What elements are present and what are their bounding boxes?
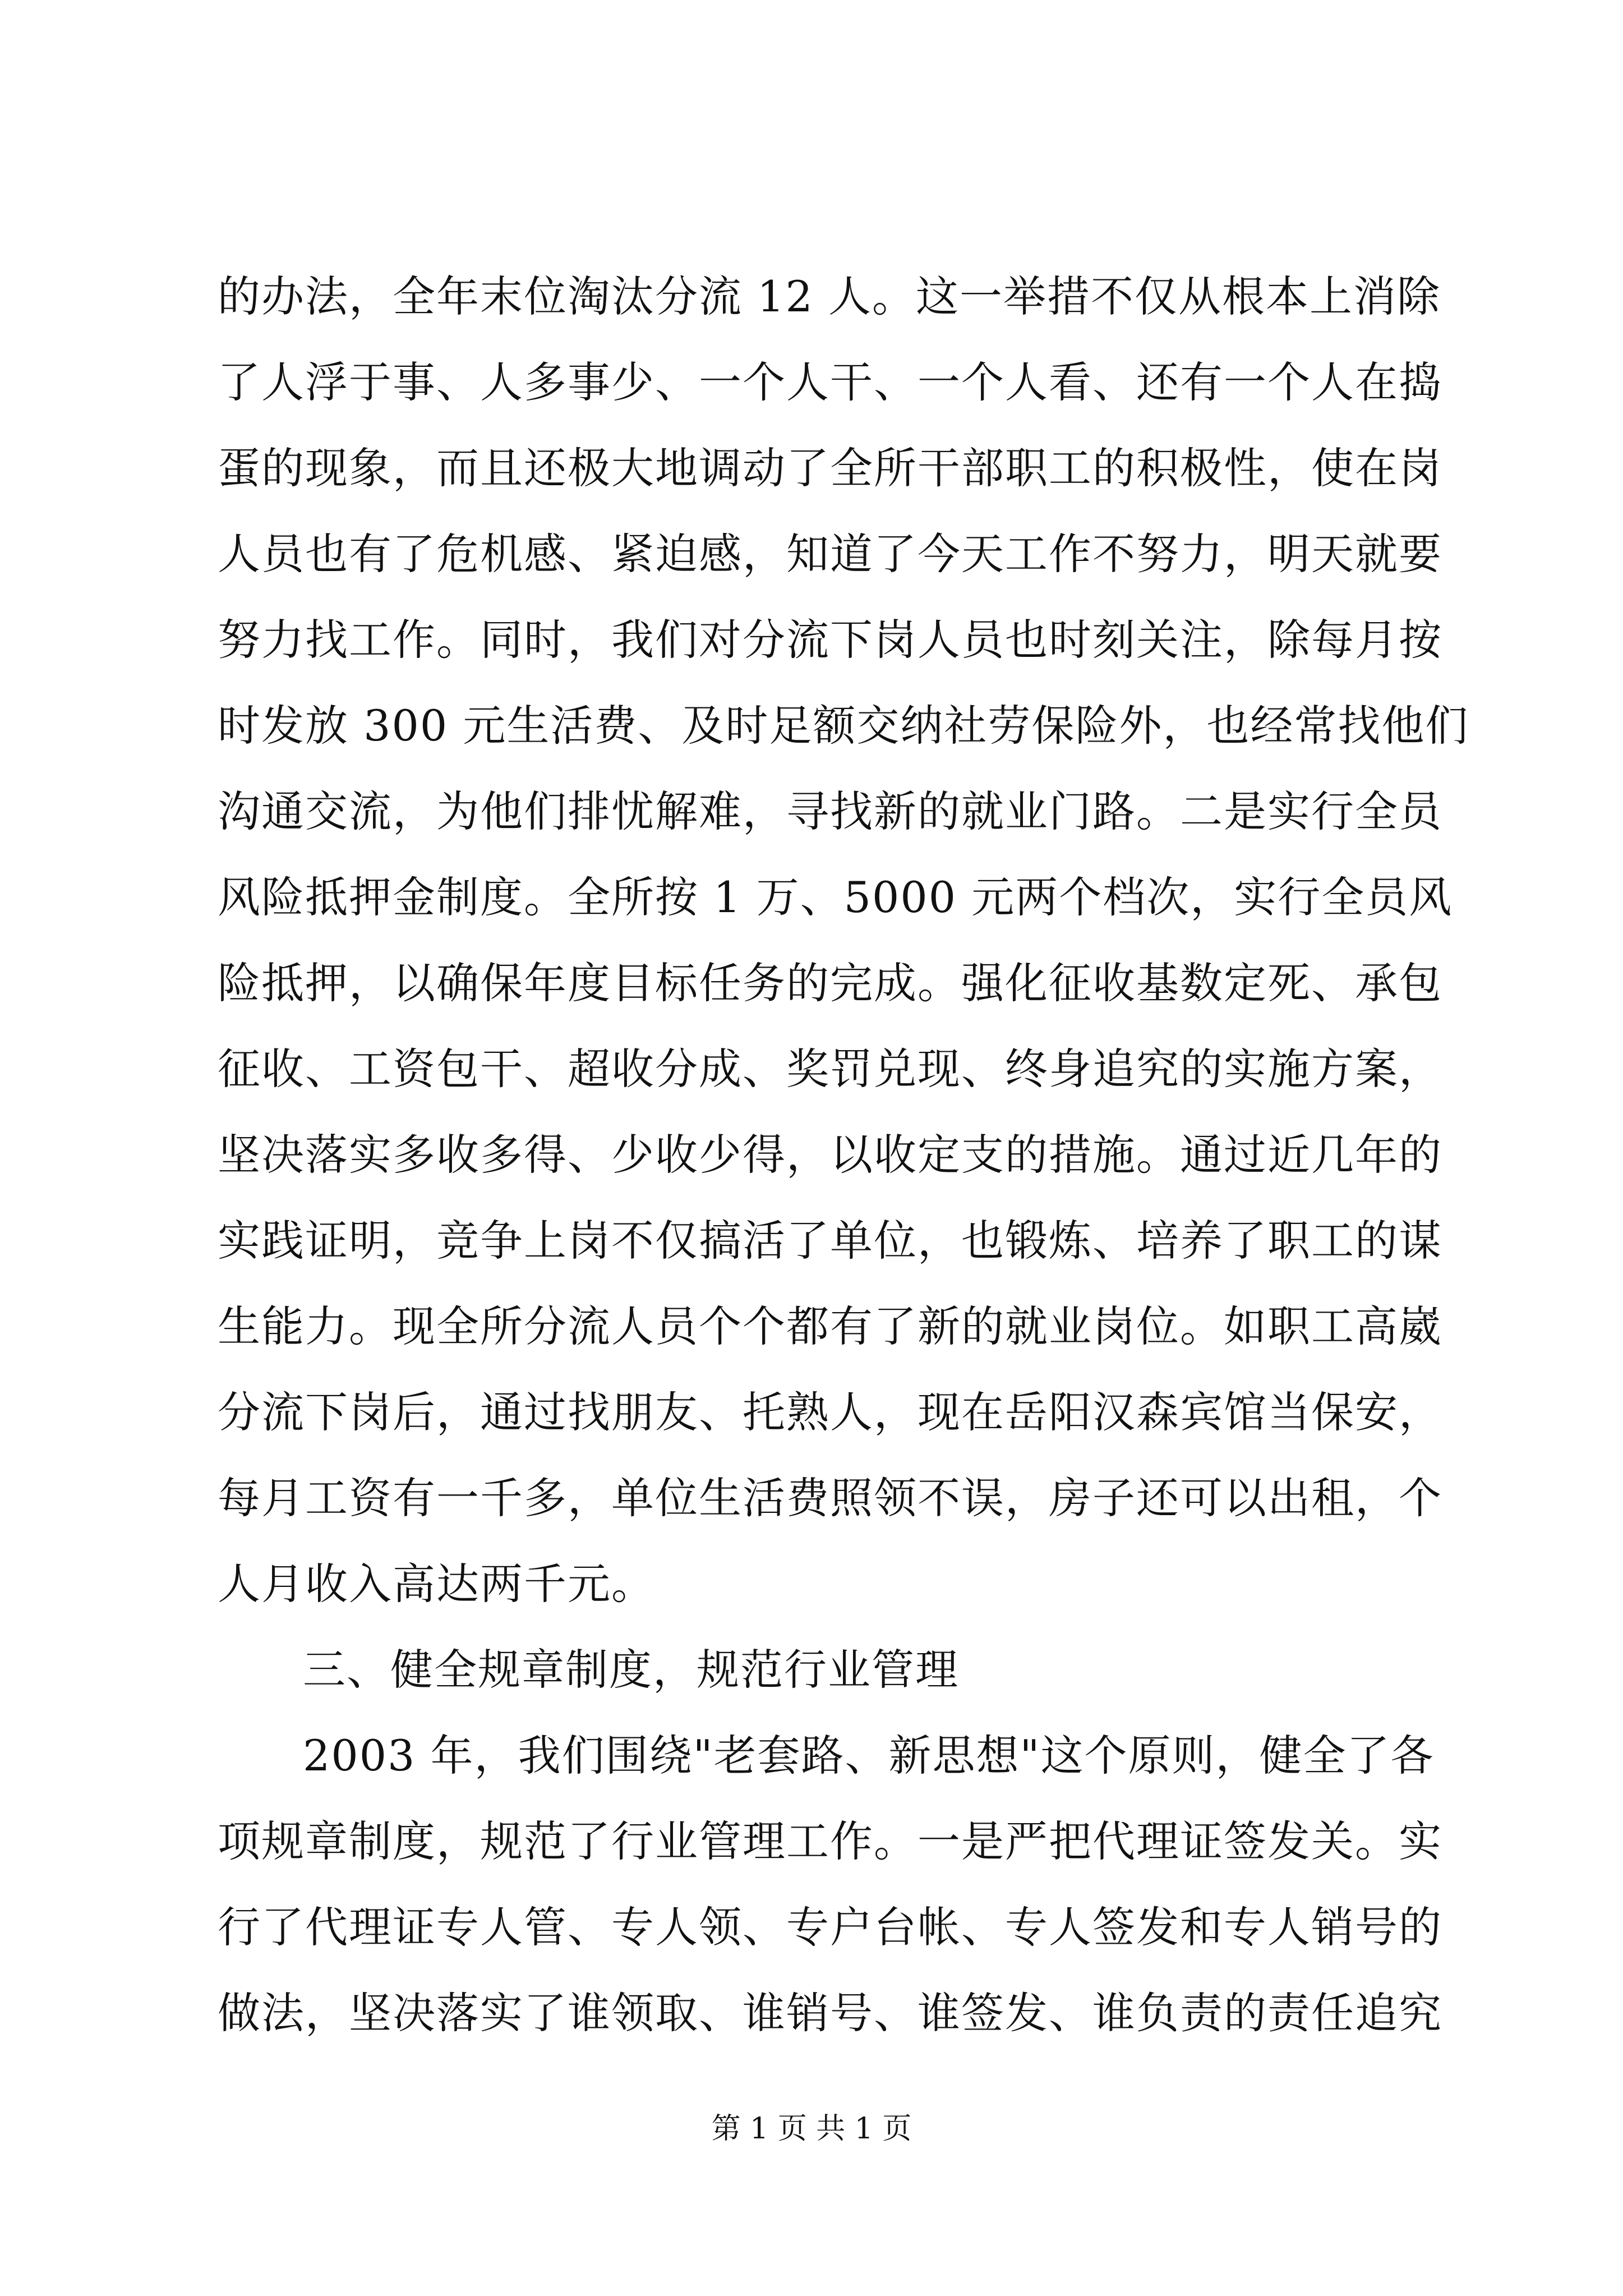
section-heading: 三、健全规章制度，规范行业管理 [303,1645,959,1695]
text-line: 险抵押，以确保年度目标任务的完成。强化征收基数定死、承包 [218,958,1442,1008]
text-line: 了人浮于事、人多事少、一个人干、一个人看、还有一个人在捣 [218,357,1442,407]
text-line: 每月工资有一千多，单位生活费照领不误，房子还可以出租，个 [218,1473,1442,1523]
text-line: 实践证明，竞争上岗不仅搞活了单位，也锻炼、培养了职工的谋 [218,1216,1442,1266]
text-line: 项规章制度，规范了行业管理工作。一是严把代理证签发关。实 [218,1816,1442,1866]
paragraph-end-line: 人月收入高达两千元。 [218,1559,655,1609]
text-line: 蛋的现象，而且还极大地调动了全所干部职工的积极性，使在岗 [218,443,1442,493]
text-line: 做法，坚决落实了谁领取、谁销号、谁签发、谁负责的责任追究 [218,1988,1442,2038]
text-line: 行了代理证专人管、专人领、专户台帐、专人签发和专人销号的 [218,1902,1442,1952]
text-line: 生能力。现全所分流人员个个都有了新的就业岗位。如职工高崴 [218,1301,1442,1351]
paragraph-first-line: 2003 年，我们围绕"老套路、新思想"这个原则，健全了各 [303,1731,1435,1780]
text-line: 时发放 300 元生活费、及时足额交纳社劳保险外，也经常找他们 [218,701,1469,751]
text-line: 人员也有了危机感、紧迫感，知道了今天工作不努力，明天就要 [218,529,1442,579]
page-number-label: 第 1 页 共 1 页 [711,2112,912,2146]
text-line: 分流下岗后，通过找朋友、托熟人，现在岳阳汉森宾馆当保安， [218,1387,1442,1437]
page-footer [0,2109,1623,2148]
text-line: 征收、工资包干、超收分成、奖罚兑现、终身追究的实施方案， [218,1044,1442,1094]
text-line: 努力找工作。同时，我们对分流下岗人员也时刻关注，除每月按 [218,615,1442,665]
document-body [218,254,1469,2056]
text-line: 的办法，全年末位淘汰分流 12 人。这一举措不仅从根本上消除 [218,272,1441,321]
text-line: 风险抵押金制度。全所按 1 万、5000 元两个档次，实行全员风 [218,872,1453,922]
text-line: 沟通交流，为他们排忧解难，寻找新的就业门路。二是实行全员 [218,786,1442,836]
text-line: 坚决落实多收多得、少收少得，以收定支的措施。通过近几年的 [218,1130,1442,1180]
